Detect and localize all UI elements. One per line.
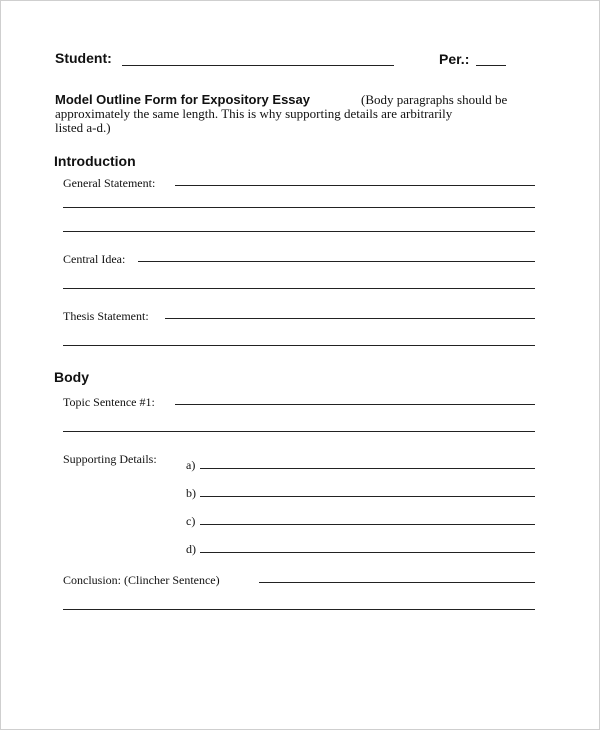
supporting-details-label: Supporting Details:: [63, 452, 157, 466]
period-field[interactable]: [476, 65, 506, 66]
topic-sentence-field[interactable]: [175, 404, 535, 405]
topic-sentence-field-2[interactable]: [63, 431, 535, 432]
period-label: Per.:: [439, 51, 470, 67]
student-name-field[interactable]: [122, 65, 394, 66]
thesis-statement-field[interactable]: [165, 318, 535, 319]
form-title: Model Outline Form for Expository Essay: [55, 92, 310, 107]
thesis-statement-label: Thesis Statement:: [63, 309, 149, 323]
central-idea-field[interactable]: [138, 261, 535, 262]
central-idea-field-2[interactable]: [63, 288, 535, 289]
conclusion-field-2[interactable]: [63, 609, 535, 610]
general-statement-field[interactable]: [175, 185, 535, 186]
detail-a-label: a): [186, 458, 196, 472]
detail-b-field[interactable]: [200, 496, 535, 497]
general-statement-field-2[interactable]: [63, 207, 535, 208]
detail-d-label: d): [186, 542, 196, 556]
conclusion-field[interactable]: [259, 582, 535, 583]
body-heading: Body: [54, 369, 89, 385]
conclusion-label: Conclusion: (Clincher Sentence): [63, 573, 220, 587]
detail-b-label: b): [186, 486, 196, 500]
central-idea-label: Central Idea:: [63, 252, 126, 266]
detail-a-field[interactable]: [200, 468, 535, 469]
detail-d-field[interactable]: [200, 552, 535, 553]
detail-c-field[interactable]: [200, 524, 535, 525]
student-label: Student:: [55, 50, 112, 66]
introduction-heading: Introduction: [54, 153, 136, 169]
detail-c-label: c): [186, 514, 196, 528]
form-note-line-3: listed a-d.): [55, 120, 111, 135]
topic-sentence-label: Topic Sentence #1:: [63, 395, 155, 409]
form-note-line-2: approximately the same length. This is why supporting details are arbitrarily: [55, 106, 453, 121]
general-statement-label: General Statement:: [63, 176, 156, 190]
general-statement-field-3[interactable]: [63, 231, 535, 232]
thesis-statement-field-2[interactable]: [63, 345, 535, 346]
form-note-line-1: (Body paragraphs should be: [361, 92, 508, 107]
